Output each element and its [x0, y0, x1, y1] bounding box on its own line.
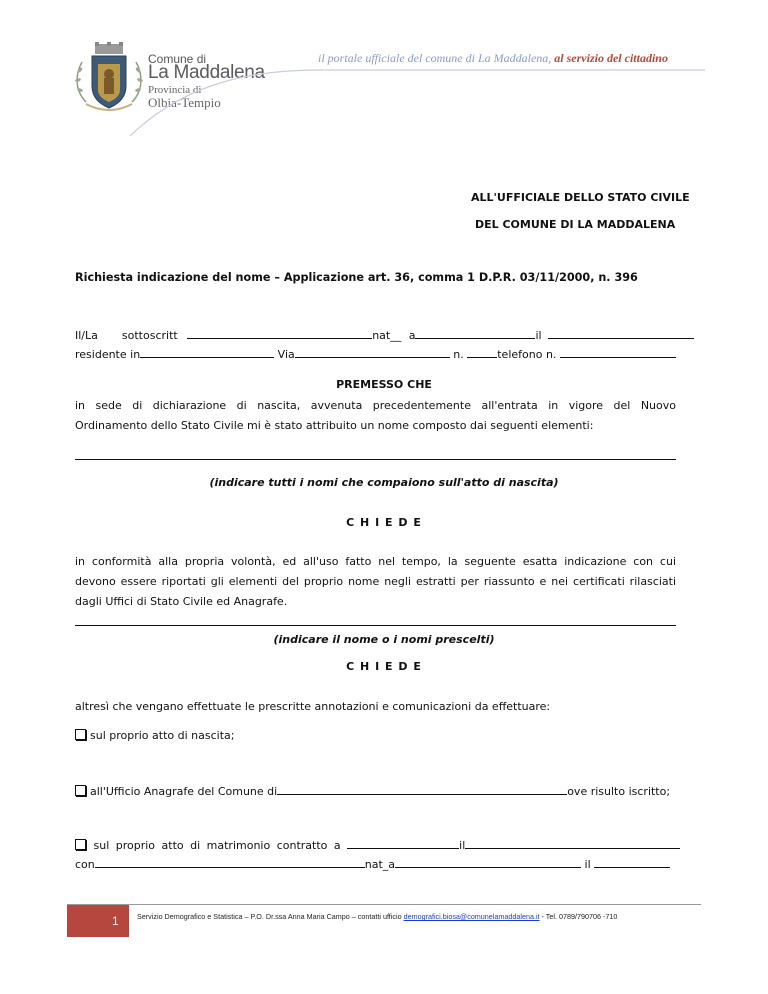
chiede1-note: (indicare il nome o i nomi prescelti): [273, 633, 495, 646]
residente-label: residente in: [75, 348, 141, 361]
premesso-line-2: Ordinamento dello Stato Civile mi è stato attribuito un nome composto dai seguenti elementi:: [75, 419, 594, 432]
provincia-name: Olbia-Tempio: [148, 95, 221, 110]
spouse-nat-label: nat_a: [364, 858, 396, 871]
tagline-bold: al servizio del cittadino: [551, 51, 668, 65]
phone-field[interactable]: [560, 346, 676, 358]
request-subject: Richiesta indicazione del nome – Applicazione art. 36, comma 1 D.P.R. 03/11/2000, n. 396: [75, 271, 638, 284]
tagline-italic: il portale ufficiale del comune di La Maddalena,: [318, 51, 552, 65]
con-label: con: [75, 858, 95, 871]
premesso-note: (indicare tutti i nomi che compaiono sull'atto di nascita): [209, 476, 559, 489]
footer-phone: - Tel. 0789/790706 -710: [539, 912, 618, 921]
option-marriage-act[interactable]: [75, 837, 676, 852]
page-number-box: [67, 905, 129, 937]
spouse-name-field[interactable]: [95, 856, 365, 868]
il-label: il: [535, 329, 542, 342]
option-registry-suffix: ove risulto iscritto;: [567, 785, 671, 798]
birth-act-checkbox[interactable]: [75, 729, 86, 740]
marriage-date-field[interactable]: [465, 837, 680, 849]
residence-field[interactable]: [140, 346, 274, 358]
addressee-line-1: ALL'UFFICIALE DELLO STATO CIVILE: [471, 191, 690, 204]
personal-data-row-1: [75, 327, 676, 342]
names-listed-field[interactable]: [75, 459, 676, 460]
provincia-di-label: Provincia di: [148, 84, 202, 96]
marriage-place-field[interactable]: [347, 837, 459, 849]
a-label: a: [408, 329, 416, 342]
spouse-data-row: [75, 856, 676, 871]
footer-email-link[interactable]: demografici.biosa@comunelamaddalena.it: [403, 912, 540, 921]
via-label: Via: [277, 348, 295, 361]
marriage-act-checkbox[interactable]: [75, 839, 86, 850]
spouse-birthplace-field[interactable]: [395, 856, 581, 868]
registry-office-checkbox[interactable]: [75, 785, 86, 796]
number-label: n.: [453, 348, 464, 361]
chiede2-intro: altresì che vengano effettuate le prescritte annotazioni e comunicazioni da effettuare:: [75, 700, 551, 713]
option-registry-label: all'Ufficio Anagrafe del Comune di: [90, 785, 278, 798]
registry-comune-field[interactable]: [277, 783, 567, 795]
spouse-il-label: il: [584, 858, 591, 871]
chiede1-line-1: in conformità alla propria volontà, ed all'uso fatto nel tempo, la seguente esatta indicazione con cui: [75, 555, 676, 568]
name-field[interactable]: [187, 327, 372, 339]
chiede-heading-2: C H I E D E: [346, 660, 422, 673]
chosen-names-field[interactable]: [75, 625, 676, 626]
comune-di-label: Comune di: [148, 52, 207, 66]
addressee-line-2: DEL COMUNE DI LA MADDALENA: [475, 218, 676, 231]
portal-tagline: [318, 51, 668, 66]
spouse-birthdate-field[interactable]: [594, 856, 670, 868]
option-marriage-label: sul proprio atto di matrimonio contratto a: [93, 839, 341, 852]
birthplace-field[interactable]: [415, 327, 535, 339]
telefono-label: telefono n.: [497, 348, 557, 361]
option-registry-office[interactable]: [75, 783, 676, 798]
house-number-field[interactable]: [467, 346, 497, 358]
option-birth-act[interactable]: [75, 728, 234, 742]
page-number: 1: [112, 914, 119, 928]
personal-data-row-2: [75, 346, 676, 361]
birthdate-field[interactable]: [548, 327, 694, 339]
footer-rule: [67, 904, 701, 905]
marriage-il-label: il: [459, 839, 466, 852]
il-la-label: Il/La: [75, 329, 98, 342]
footer-office-text: Servizio Demografico e Statistica – P.O. Dr.ssa Anna Maria Campo – contatti ufficio: [137, 912, 404, 921]
premesso-heading: PREMESSO CHE: [336, 378, 432, 391]
chiede1-line-3: dagli Uffici di Stato Civile ed Anagrafe.: [75, 595, 288, 608]
street-field[interactable]: [295, 346, 450, 358]
header-decorative-curve: [120, 58, 710, 138]
comune-name: La Maddalena: [148, 62, 265, 83]
nat-label: nat__: [372, 329, 402, 342]
option-birth-act-label: sul proprio atto di nascita;: [90, 729, 235, 742]
sottoscritt-label: sottoscritt: [121, 329, 178, 342]
chiede1-line-2: devono essere riportati gli elementi del proprio nome negli estratti per riassunto e nei certificati rilasciati: [75, 575, 676, 588]
premesso-line-1: in sede di dichiarazione di nascita, avvenuta precedentemente all'entrata in vigore del Nuovo: [75, 399, 676, 412]
chiede-heading-1: C H I E D E: [346, 516, 422, 529]
footer-contact: [137, 912, 617, 921]
